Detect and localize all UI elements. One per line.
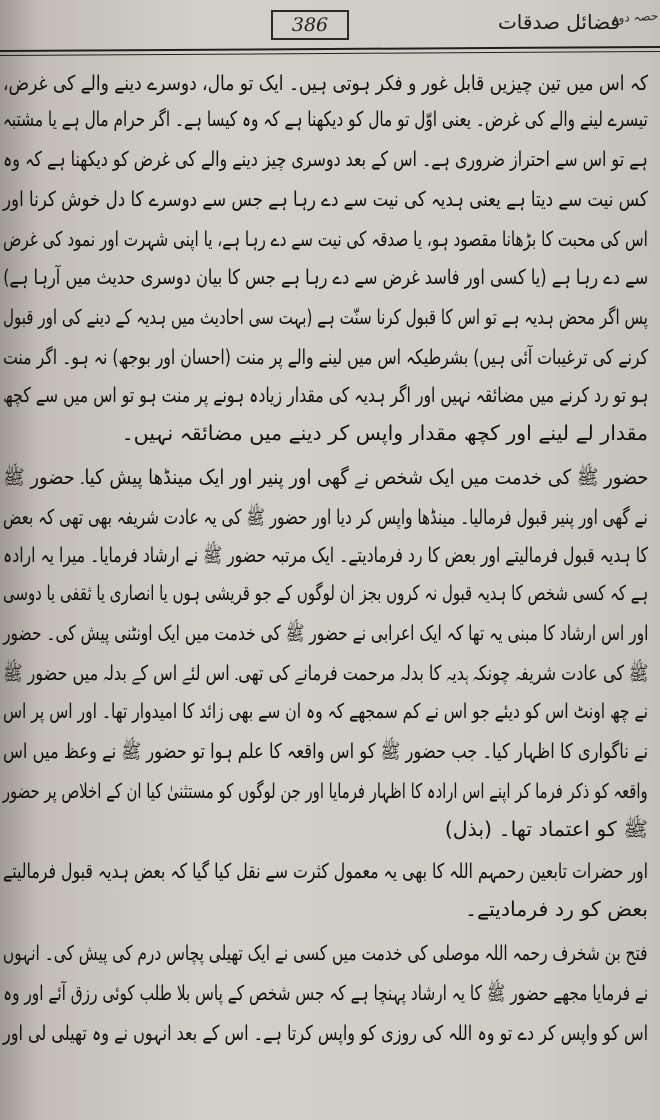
text-line: اور حضرات تابعین رحمہم اللہ کا بھی یہ معمول کثرت سے نقل کیا گیا کہ بعض ہدیہ قبول فرمالیتے	[2, 859, 648, 883]
text-line: نے چھ اونٹ اس کو دیئے جو اس نے کم سمجھے کہ وہ ان سے بھی زائد کا امیدوار تھا۔ اور اس پر اس	[3, 699, 648, 723]
text-line: ﷺ کی عادت شریفہ چونکہ ہدیہ کا بدلہ مرحمت فرمانے کی تھی۔ اس لئے اس کے بدلہ میں حضور ﷺ	[2, 661, 648, 685]
volume-label: حصہ دوم	[610, 8, 659, 26]
text-line: سے دے رہا ہے (یا کسی اور فاسد غرض سے دے رہا ہے جس کا بیان دوسری حدیث میں آرہا ہے)	[2, 265, 648, 289]
text-line: ہو تو رد کرنے میں مضائقہ نہیں اور اگر ہدیہ کی مقدار زیادہ ہونے پر منت ہو تو اس میں سے کچھ	[2, 383, 648, 407]
text-line: فتح بن شخرف رحمہ اللہ موصلی کی خدمت میں کسی نے ایک تھیلی پچاس درم کی پیش کی۔ انہوں	[3, 941, 648, 965]
text-line: مقدار لے لینے اور کچھ مقدار واپس کر دینے میں مضائقہ نہیں۔	[121, 421, 648, 445]
book-title: فضائل صدقات	[497, 10, 620, 34]
text-line: کرنے کی ترغیبات آئی ہیں) بشرطیکہ اس میں لینے والے پر منت (احسان اور بوجھ) نہ ہو۔ اگر منت	[2, 345, 648, 369]
text-line: کا ہدیہ قبول فرمالیتے اور بعض کا رد فرمادیتے۔ ایک مرتبہ حضور ﷺ نے ارشاد فرمایا۔ میرا یہ ارادہ	[3, 543, 648, 567]
text-line: ہے کہ کسی شخص کا ہدیہ قبول نہ کروں بجز ان لوگوں کے جو قریشی ہوں یا انصاری یا ثقفی یا دوسی	[2, 581, 648, 605]
text-line: اس کی محبت کا بڑھانا مقصود ہو، یا صدقہ کی نیت سے دے رہا ہے، یا اپنی شہرت اور نمود کی غرض	[3, 227, 648, 251]
text-line: کہ اس میں تین چیزیں قابل غور و فکر ہوتی ہیں۔ ایک تو مال، دوسرے دینے والے کی غرض،	[2, 71, 648, 95]
body-text	[0, 66, 660, 1120]
text-line: بعض کو رد فرمادیتے۔	[464, 897, 648, 921]
text-line: نے ناگواری کا اظہار کیا۔ جب حضور ﷺ کو اس واقعہ کا علم ہوا تو حضور ﷺ نے وعظ میں اس	[2, 739, 648, 763]
page-header	[0, 0, 660, 66]
text-line: واقعہ کو ذکر فرما کر اپنے اس ارادہ کا اظہار فرمایا اور جن لوگوں کو مستثنیٰ کیا ان کے اخلاص پر حضور	[3, 779, 648, 803]
header-rule-thin	[0, 51, 660, 56]
text-line: ﷺ کو اعتماد تھا۔ (بذل)	[444, 817, 648, 841]
text-line: کس نیت سے دیتا ہے یعنی ہدیہ کی نیت سے دے رہا ہے جس سے دوسرے کا دل خوش کرنا اور	[3, 187, 648, 211]
page-number: 386	[271, 10, 349, 40]
text-line: نے فرمایا مجھے حضور ﷺ کا یہ ارشاد پہنچا ہے کہ جس شخص کے پاس بلا طلب کوئی رزق آئے اور وہ	[2, 981, 648, 1005]
text-line: تیسرے لینے والے کی غرض۔ یعنی اوّل تو مال کو دیکھنا ہے کہ وہ کیسا ہے۔ اگر حرام مال ہے یا مشتبہ	[3, 107, 648, 131]
text-line: پس اگر محض ہدیہ ہے تو اس کا قبول کرنا سنّت ہے (بہت سی احادیث میں ہدیہ کے دینے کی اور قبول	[3, 305, 648, 329]
text-line: اس کو واپس کر دے تو وہ اللہ کی روزی کو واپس کرتا ہے۔ اس کے بعد انہوں نے وہ تھیلی لی اور	[2, 1021, 648, 1045]
text-line: نے گھی اور پنیر قبول فرمالیا۔ مینڈھا واپس کر دیا اور حضور ﷺ کی یہ عادت شریفہ بھی تھی کہ بعض	[3, 505, 648, 529]
text-line: حضور ﷺ کی خدمت میں ایک شخص نے گھی اور پنیر اور ایک مینڈھا پیش کیا۔ حضور ﷺ	[2, 465, 648, 489]
text-line: اور اس ارشاد کا مبنی یہ تھا کہ ایک اعرابی نے حضور ﷺ کی خدمت میں ایک اونٹنی پیش کی۔ حضور	[2, 621, 648, 645]
text-line: ہے تو اس سے احتراز ضروری ہے۔ اس کے بعد دوسری چیز دینے والے کی غرض کو دیکھنا ہے کہ وہ	[3, 147, 648, 171]
